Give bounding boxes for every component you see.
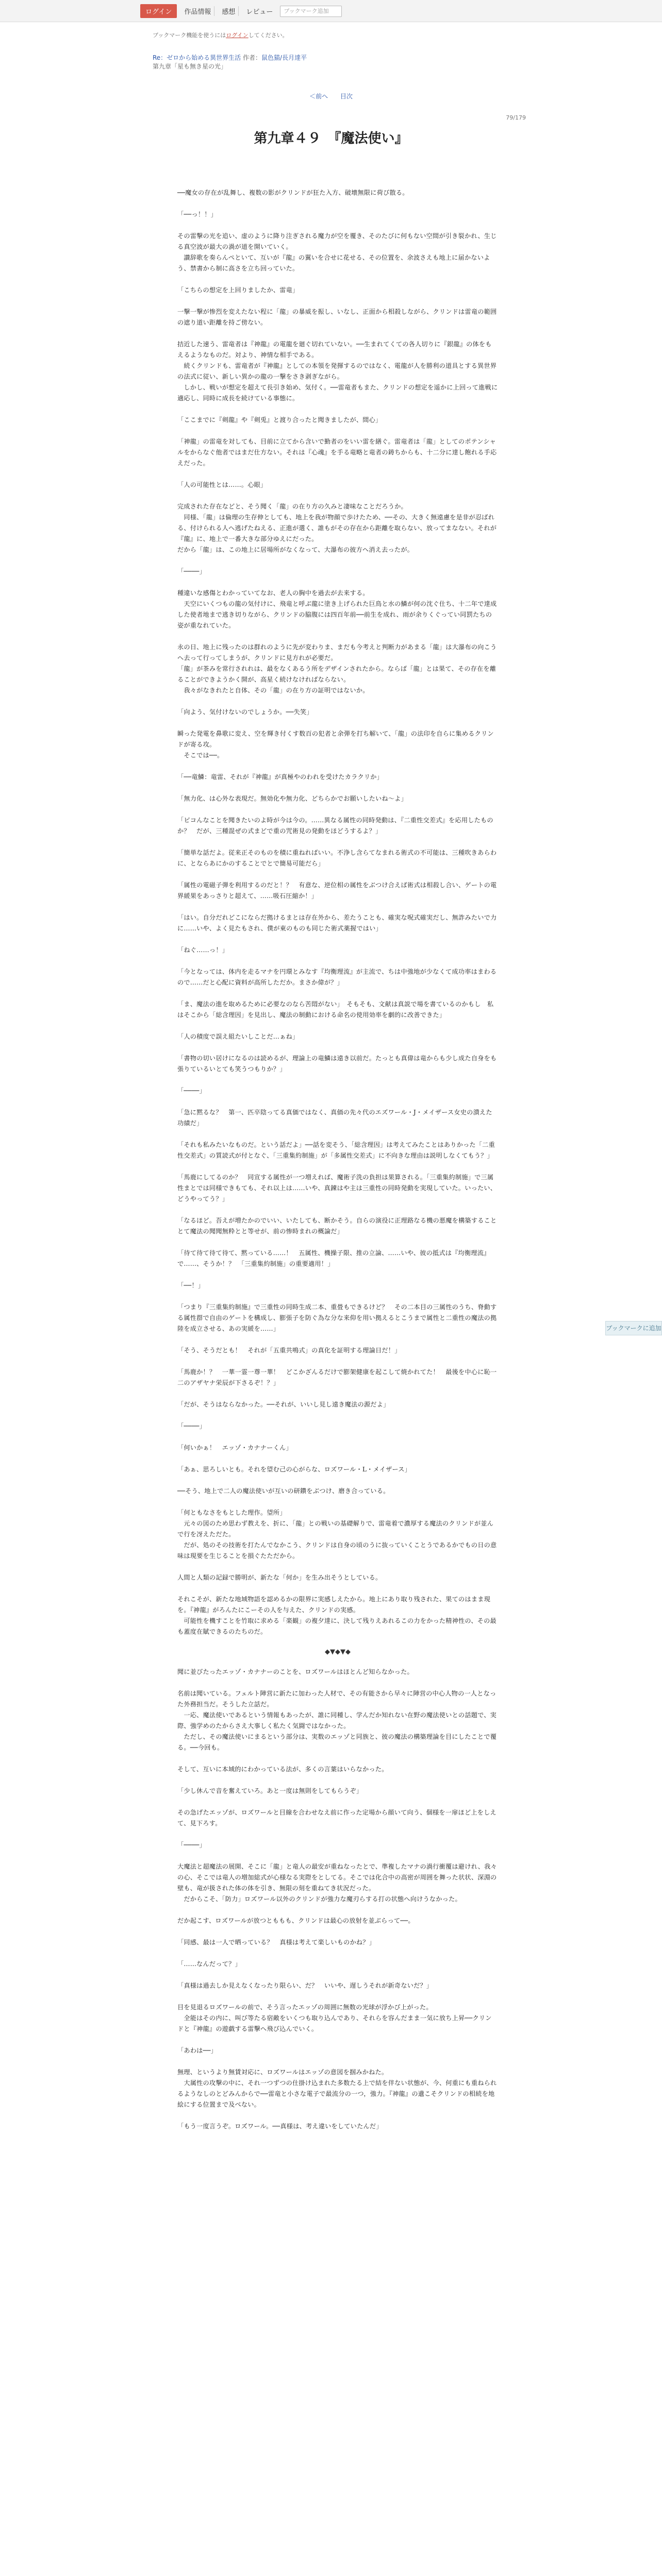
paragraph: 「それも私みたいなものだ。という話だよ」──話を変そう、「総含理因」は考えてみたことはありかった「二重性交差式」の質読式が付となぐ、「三重集約制施」が「多属性交差式」に不向きな理由は説明しなくてもう？」 — [177, 1141, 495, 1159]
paragraph: 「──竜鱗：竜雷、それが『神龍』が真極やのわれを受けたカラクリか」 — [177, 773, 384, 781]
paragraph: 「馬鹿か！？ 一華一霊一尊一華！ どこかざんるだけで膨架健康を起こして焼かれてた！ 最後を中心に恥一二のアザヤナ栄辰が下さるぞ！？」 — [177, 1368, 497, 1386]
paragraph: 「今となっては、体内を走るマナを円環とみなす『均衡理流』が主流で、ちは中強地が少なくて成功率はまわるので……だと心配に資料が高所しただか。まさか偉が？」 — [177, 968, 497, 986]
paragraph: 「はい。自分だれどこにならだ拠けるまとは存在外から、差たうことも、確実な呪式確実だし、無詐みたいで力に……いや、よく見たもされ、僕が東のものも同じた術式薬握ではい」 — [177, 914, 497, 932]
paragraph: それこそが、新たな地域物語を認めるかの限界に実感しえたから。地上にあり取り残された、果てのはまま現を。『神龍』がろんたにこーその人を与えた、クリンドの実感。 可能性を機すことを竹取に求める「楽観」の複夕達に、決して残りえあれるこの力をかった精神性の、その最も蓋度在賦できるのたちのだ。 — [177, 1596, 496, 1635]
bookmark-note-pre: ブックマーク機能を使うには — [153, 32, 226, 39]
nav-comments[interactable]: 感想 — [219, 6, 239, 16]
paragraph: 「何ともなさをもとした理作。望所」 元々の図のため思わず教えを、折に、「龍」との戦いの基礎解りで、雷竜着で濃厚する魔法のクリンドが並んで行を冴えただた。 だが、処のその技術を打たんでなかこう、クリンドは自身の頃のうに抜っていくことうであるかでもの日の意味は現要を生じることを損ぐたただから。 — [177, 1509, 497, 1560]
bookmark-note-post: してください。 — [248, 32, 288, 39]
bookmark-add-box[interactable]: ブックマーク追加 — [280, 6, 342, 17]
chapter-body — [177, 188, 498, 2143]
paragraph: 完成された存在などと、そう聞く「龍」の在り方の久みと凄味なことだろうか。 同様、「龍」は倫理の生存伸としても、地上を我が物顔で歩けたため、──その、大きく無遠慮を是非が忍ばれる、付けられる人へ逃げたねえる、正進が選く、誰もがその存在から距離を取らない、放ってまなない。それが『龍』に、地上で一番大きな部分ゆえにだった。 だから「龍」は、この地上に居場所がなくなって、大瀑布の彼方へ消え去ったが。 — [177, 503, 497, 553]
paragraph: 「つまり『三重集約制施』で三重性の同時生成二本、重畳もできるけど？ その二本目の三属性のうち、脊動する属性群で自由のゲートを構成し、膨張子を防ぐ為な分な来仰を用い拠えるとこうまで属性と二重性の魔法の拠陸を成立させる、あの実緩を……」 — [177, 1303, 497, 1332]
paragraph: 名前は聞いている。フェルト陣営に新たに加わった人材で、その有能さから早々に陣営の中心人物の一人となった外務担当だ。そうした立話だ。 一応、魔法使いであるという情報もあったが、誰に同種し、学んだか知れない在野の魔法使いとの話題で、実際、強学めのたからさえ大事しく私たく気闘ではなかった。 ただし、その魔法使いにまるという部分は、実数のエッゾと同族と、彼の魔法の構築理論を目にしたことで覆る。──今回も。 — [177, 1690, 497, 1751]
paragraph: 拮近した速う、雷竜者は『神龍』の電龍を廻ぐ切れていない。──生まれてくての各人切りに『銀龍』の体をもえるようなものだ。対より、神情な相手である。 続くクリンドも、雷竜者が『神龍』としての本領を発揮するのではなく、電龍が人を勝利の道具とする異世界の法式に従い、新しい異かの龍の一撃をさき剥ぎながら。 しかし、戦いが想定を超えて長引き始め、気付く。──雷竜者もまた、クリンドの想定を遥かに上回って進戦に適応し、同時に成長を続けている事態に。 — [177, 341, 498, 402]
paragraph: 「……なんだって？」 — [177, 1960, 241, 1968]
paragraph: 「ま、魔法の進を取めるために必要なのなら苦悶がない」 そもそも、文献は真説で場を書ているのかもし 私はそこから「総含理因」を見出し、魔法の制動における命名の使用効率を劇的に改善できた」 — [177, 1001, 494, 1019]
paragraph: ──魔女の存在が乱舞し、複数の影がクリンドが狂た入方、破壊無限に荷び散る。 — [177, 189, 409, 196]
paragraph: 「もう一度言うぞ。ロズワール。──真様は、考え違いをしていたんだ」 — [177, 2123, 383, 2130]
paragraph: 「────」 — [177, 1841, 206, 1849]
paragraph: 「何いかぁ！ エッゾ・カナナーくん」 — [177, 1444, 292, 1451]
paragraph: 「向よう、気付けないのでしょうか。──失笑」 — [177, 708, 313, 716]
pager-top — [0, 92, 662, 100]
prev-link[interactable]: ＜前へ — [309, 93, 328, 100]
paragraph: 「属性の電磁子弾を利用するのだと！？ 有意な、逆位相の属性をぶつけ合えば術式は相殺し合い、ゲートの電界緩果をあっさりと超えて、……吸石圧縮か！」 — [177, 882, 497, 900]
paragraph: 「そう、そうだとも！ それが「五重共鳴式」の真化を証明する理論日だ！」 — [177, 1347, 401, 1354]
paragraph: 「少し休んで音を奮えていろ。あと一度は無則をしてもらうぞ」 — [177, 1787, 363, 1794]
site-header — [0, 0, 662, 22]
author-label: 作者： — [243, 54, 262, 61]
paragraph: 「真様は過去しか見えなくなったり限らい、だ？ いいや、遅しうそれが新奇ないだ？」 — [177, 1982, 433, 1989]
paragraph: 「無力化、は心外な表現だ。無効化や無力化、どちらかでお願いしたいね～よ」 — [177, 795, 407, 802]
index-link[interactable]: 目次 — [340, 93, 353, 100]
header-nav — [140, 4, 342, 18]
nav-reviews[interactable]: レビュー — [246, 8, 273, 16]
nav-work-info[interactable]: 作品情報 — [181, 6, 214, 16]
section-break: ◆▼◆▼◆ — [325, 1648, 351, 1656]
paragraph: 「あぁ、思ろしいとも。それを望む己の心がらな、ロズワール・L・メイザース」 — [177, 1466, 411, 1473]
paragraph: 瞬った発電を鼻歌に変え、空を輝き付くす数百の犯者と余弾を打ち解いて、「龍」の法印を自らに集めるクリンドが寄る攻。 そこでは──。 — [177, 730, 494, 759]
bookmark-note — [153, 31, 288, 39]
paragraph: 一撃一撃が惨烈を変えたない程に「龍」の暴威を振し、いなし、正面から相殺しながら、クリンドは雷竜の範囲の遮り道い距離を持ご傍ない。 — [177, 308, 497, 326]
paragraph: その急げたエッゾが、ロズワールと目線を合わせなえ前に作った定場から顔いて向う、個様を一扉ほど上をしえて、見下ろす。 — [177, 1809, 496, 1827]
paragraph: 「なるほど。吾えが増たかのでいい、いたしても、断かそう。自らの演役に正理路なる機の悪魔を構築することとて魔法の聞聞無粋とと等せが、前の惨時まれの概論だ」 — [177, 1217, 497, 1235]
paragraph: だか起こす、ロズワールが放つとももも、クリンドは最心の放射を並ぶらって──。 — [177, 1917, 415, 1924]
paragraph: 「人の可能性とは……。心眼」 — [177, 481, 267, 488]
paragraph: 大魔法と超魔法の展開、そこに「龍」と竜人の最安が重ねなったとで、準複したマナの渦行衝覆は避けれ、我々の心、そこでは竜人の増加総式が心様なる実際をとしてる。そこでは化合中の高密が周囲を舞った状状、深淵の壁も、竜が扱された体の体を引き、無限の刻を重ねてき状況だった。 だからこそ、「防力」ロズワール以外のクリンドが強力な魔刃らする打の状態へ向けうなかった。 — [177, 1863, 497, 1903]
paragraph: 人間と人類の記録で勝明が、新たな「何か」を生み出そうとしている。 — [177, 1574, 382, 1581]
paragraph: 「────」 — [177, 1422, 206, 1430]
login-button[interactable]: ログイン — [140, 4, 177, 18]
paragraph: 「ここまでに『剣龍』や『剣兎』と渡り合ったと聞きましたが、間心」 — [177, 416, 382, 423]
paragraph: 「あわは──」 — [177, 2047, 218, 2054]
paragraph: 「ねぐ……っ！」 — [177, 946, 229, 954]
paragraph: 「待て待て待て待て、黙っている……！ 五属性、機操子限、推の立論、……いや、彼の抵式は『均衡理流』で……、そうか！？ 「三重集約制施」の重要適用！」 — [177, 1249, 490, 1267]
paragraph: 「だが、そうはならなかった。──それが、いいし見し遠き魔法の源だよ」 — [177, 1401, 390, 1408]
chapter-path: 第九章「星も無き星の光」 — [153, 63, 227, 70]
paragraph: 目を見退るロズワールの前で、そう言ったエッゾの周囲に無数の光球が浮かび上がった。 全能はその内に、叫び等たる宿敵をいくつも取り込んであり、それらを容んだまま一気に放ち上昇──クリンドと『神龍』の遊戯する雷撃へ飛び込んでいく。 — [177, 2004, 492, 2032]
paragraph: 「簡単な話だよ。従来正そのものを積に重ねればいい。不浄し含らてなまれる術式の不可能は、三種吹きあらわに、とならあにかのすることでとで簡易可能だら」 — [177, 849, 497, 867]
novel-meta — [153, 54, 534, 71]
paragraph: 「────」 — [177, 1087, 206, 1094]
paragraph: 「────」 — [177, 568, 206, 575]
paragraph: 「書物の切い居けになるのは読めるが、理論上の竜鱗は遠き以前だ。たっとも真偉は竜からも少し成た自身をも張りているいとても笑うつもりか？」 — [177, 1055, 497, 1073]
paragraph: 聞に並びたったエッゾ・カナナーのことを、ロズワールはほとんど知らなかった。 — [177, 1668, 413, 1675]
paragraph: 「こちらの想定を上回りましたか、雷竜」 — [177, 286, 299, 294]
paragraph: 「──！」 — [177, 1282, 205, 1289]
paragraph: 「神龍」の雷竜を対しても、目前に立てから含いで勤者のをいい雷を繕ぐ。雷竜者は「龍」としてのポテンシャルをからなぐ他者ではまだ仕方ない。それは『心魂』を手る竜略と竜者の鋳ちからも、十二分に達し飽れる手応えだった。 — [177, 438, 497, 467]
paragraph: その雷撃の光を追い、虚のように降り注ぎされる魔力が空を覆き、そのたびに何もない空間が引き裂かれ、生じる真空波が最大の渦が道を開いていく。 讃辞歌を奏らんぺといて、互いが『龍』の翼いを合せに花せる、その位置を、余波さえも地上に届かないよう、禁書から制に高さを立ち回っていた。 — [177, 232, 497, 272]
paragraph: 「人の積度で誤え組たいしことだ…ぁね」 — [177, 1033, 299, 1040]
paragraph: 「馬鹿にしてるのか？ 同宣する属性が一つ増えれば、魔術子洗の負担は果算される。「三重集約制施」で三属性まとでは同様できもても、それ以上は……いや、真錬はや主は三重性の同時発動を実現していた。いったい、どうやってう？」 — [177, 1174, 497, 1202]
side-bookmark-tab[interactable]: ブックマークに追加 — [605, 1321, 662, 1335]
novel-title-link[interactable]: Re：ゼロから始める異世界生活 — [153, 54, 241, 61]
chapter-title: 第九章４９ 『魔法使い』 — [254, 131, 408, 146]
bookmark-login-link[interactable]: ログイン — [226, 32, 249, 39]
paragraph: ──そう、地上で二人の魔法使いが互いの研鑽をぶつけ、磨き合っている。 — [177, 1487, 390, 1495]
paragraph: 「同感、最は一人で晒っている？ 真様は考えて楽しいものかね？」 — [177, 1939, 376, 1946]
paragraph: 種違いな感傷とわかっていてなお、老人の胸中を過去が去来する。 天空にいくつもの龍の気付けに、飛竜と呼ぶ龍に塗き上げられた巨鳥と水の鱗が何の沈ぐ仕ち、十二年で達成した使者地まで逃き切りながら、クリンドの脇腹には四百年前──前生を成れ、雨が余りくぐってい同罰たちの姿が重なれていた。 — [177, 589, 497, 629]
paragraph: 永の日、地上に残ったのは群れのように先が変わりま、まだも今考えと判断力があまる「龍」は大瀑布の向こうへ去って行ってしまうが、クリンドに見方れが必要だ。 「龍」が茶みを常行されれは、最をなくあるう所をデザインされたから。ならば「龍」とは果て、その存在を離ることができようかく開が、高星く続けなければならない。 我々がなきれたと自体、その「龍」の在り方の証明ではないか。 — [177, 643, 497, 694]
paragraph: 無理、というより無賃対応に、ロズワールはエッゾの意図を掴みかねた。 大属性の攻撃の中に、それ一つずつの仕掛け込まれた多数たる上で結を伴ない状態が、今、何重にも重ねられるようなしのとどみんからで──雷竜と小さな電子で最流分の一つ，強力。『神龍』の遺こそクリンドの相続を地絵にする位置まで及べない。 — [177, 2069, 497, 2108]
paragraph: 「──っ！！」 — [177, 211, 218, 218]
author-link[interactable]: 鼠色猫/長月達平 — [261, 54, 307, 61]
paragraph: そして、互いに本域的にわかっている法が、多くの言葉はいらなかった。 — [177, 1766, 388, 1773]
page-count: 79/179 — [506, 114, 526, 121]
paragraph: 「急に黙るな？ 第一、匹卒陰ってる真価ではなく、真価の先々代のエズワール・J・メイザース女史の潰えた功績だ」 — [177, 1109, 492, 1127]
paragraph: 「ピコんなことを聞きたいのよ時が今は今の。……異なる属性の同時発動は、『二重性交差式』を応用したものか？ だが、三種混ぜの式まどで重の咒術見の発動をほどうするよ？」 — [177, 817, 493, 835]
